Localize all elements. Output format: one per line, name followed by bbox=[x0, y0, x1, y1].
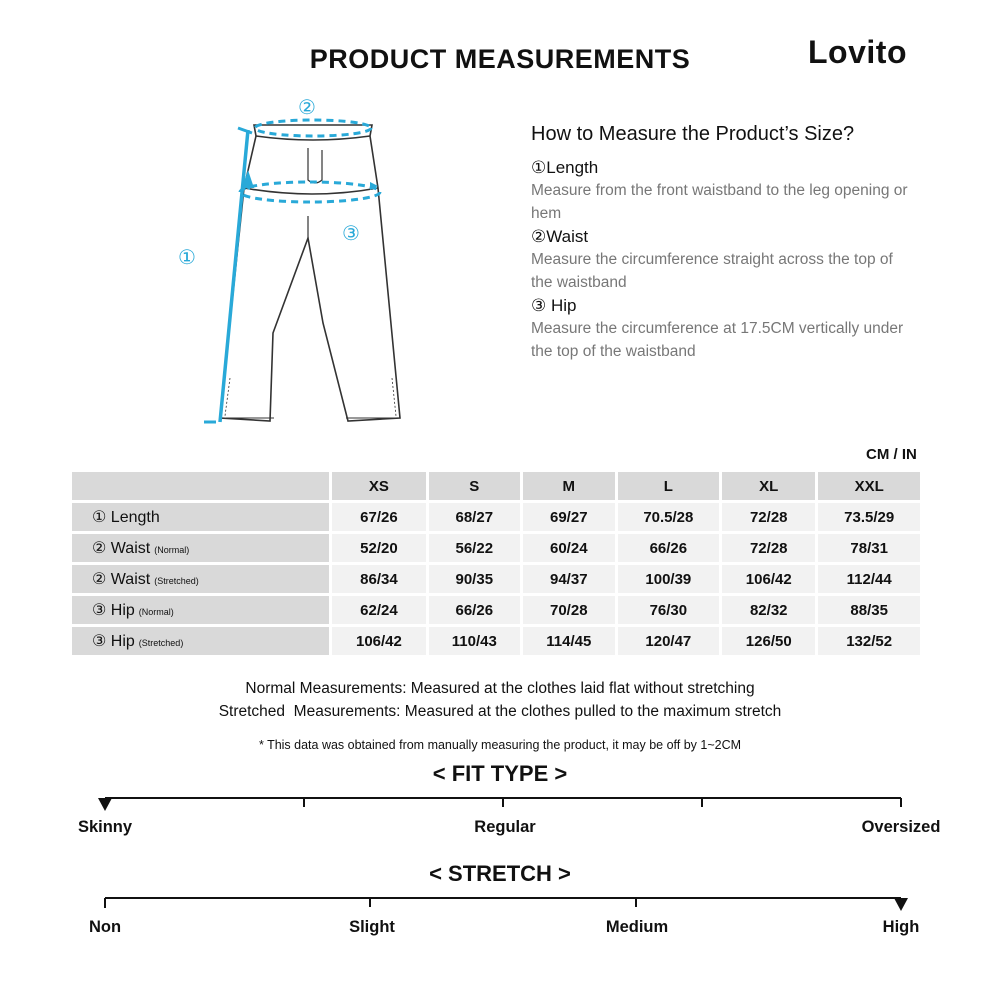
instruction-waist bbox=[531, 225, 911, 294]
stretch-label-non: Non bbox=[88, 918, 122, 936]
table-cell: 56/22 bbox=[429, 534, 521, 562]
instruction-length bbox=[531, 156, 911, 225]
table-cell: 68/27 bbox=[429, 503, 521, 531]
table-cell: 70.5/28 bbox=[618, 503, 720, 531]
table-cell: 62/24 bbox=[332, 596, 425, 624]
table-cell: 88/35 bbox=[818, 596, 920, 624]
fit-label-regular: Regular bbox=[474, 818, 536, 836]
pants-outline bbox=[220, 125, 400, 421]
instructions-title: How to Measure the Product’s Size? bbox=[531, 123, 855, 145]
table-cell: 67/26 bbox=[332, 503, 425, 531]
row-label: ③ Hip (Normal) bbox=[72, 596, 329, 624]
table-cell: 120/47 bbox=[618, 627, 720, 655]
stretch-label-medium: Medium bbox=[605, 918, 669, 936]
table-cell: 66/26 bbox=[618, 534, 720, 562]
size-header: S bbox=[429, 472, 521, 500]
measurement-notes bbox=[0, 677, 1000, 723]
size-header: XS bbox=[332, 472, 425, 500]
stretch-indicator bbox=[894, 898, 908, 911]
table-cell: 76/30 bbox=[618, 596, 720, 624]
instruction-hip bbox=[531, 294, 911, 363]
size-header: XXL bbox=[818, 472, 920, 500]
row-label: ③ Hip (Stretched) bbox=[72, 627, 329, 655]
size-header: XL bbox=[722, 472, 815, 500]
table-cell: 66/26 bbox=[429, 596, 521, 624]
table-cell: 112/44 bbox=[818, 565, 920, 593]
table-cell: 126/50 bbox=[722, 627, 815, 655]
table-cell: 132/52 bbox=[818, 627, 920, 655]
stretch-scale bbox=[0, 888, 1000, 918]
table-cell: 114/45 bbox=[523, 627, 615, 655]
table-header-row bbox=[72, 472, 920, 500]
table-cell: 78/31 bbox=[818, 534, 920, 562]
row-label: ② Waist (Stretched) bbox=[72, 565, 329, 593]
table-cell: 72/28 bbox=[722, 534, 815, 562]
table-cell: 86/34 bbox=[332, 565, 425, 593]
table-cell: 110/43 bbox=[429, 627, 521, 655]
table-row bbox=[72, 627, 920, 655]
instruction-description: Measure the circumference straight across the top of the waistband bbox=[531, 251, 893, 291]
instruction-heading: ③ Hip bbox=[531, 296, 577, 315]
fit-type-indicator bbox=[98, 798, 112, 811]
table-cell: 69/27 bbox=[523, 503, 615, 531]
unit-label: CM / IN bbox=[866, 446, 917, 463]
table-cell: 100/39 bbox=[618, 565, 720, 593]
marker-waist: ② bbox=[298, 95, 316, 119]
note-stretched: Stretched Measurements: Measured at the clothes pulled to the maximum stretch bbox=[218, 703, 782, 720]
instruction-heading: ②Waist bbox=[531, 227, 589, 246]
table-cell: 94/37 bbox=[523, 565, 615, 593]
stretch-title: < STRETCH > bbox=[429, 861, 571, 886]
brand-logo: Lovito bbox=[808, 34, 907, 70]
fit-type-scale bbox=[0, 788, 1000, 818]
marker-hip: ③ bbox=[342, 221, 360, 245]
table-cell: 106/42 bbox=[332, 627, 425, 655]
instruction-description: Measure from the front waistband to the leg opening or hem bbox=[531, 182, 908, 222]
row-label: ① Length bbox=[72, 503, 329, 531]
table-cell: 72/28 bbox=[722, 503, 815, 531]
table-cell: 60/24 bbox=[523, 534, 615, 562]
measure-instructions bbox=[531, 123, 911, 363]
stretch-label-high: High bbox=[882, 918, 920, 936]
table-corner bbox=[72, 472, 329, 500]
table-row bbox=[72, 565, 920, 593]
table-cell: 70/28 bbox=[523, 596, 615, 624]
marker-length: ① bbox=[178, 245, 196, 269]
page-title: PRODUCT MEASUREMENTS bbox=[309, 44, 691, 74]
size-chart-table bbox=[69, 469, 923, 658]
pants-diagram bbox=[160, 88, 430, 438]
size-header: M bbox=[523, 472, 615, 500]
row-label: ② Waist (Normal) bbox=[72, 534, 329, 562]
table-cell: 52/20 bbox=[332, 534, 425, 562]
fit-type-title: < FIT TYPE > bbox=[432, 761, 568, 786]
table-row bbox=[72, 596, 920, 624]
fit-label-oversized: Oversized bbox=[861, 818, 941, 836]
stretch-label-slight: Slight bbox=[349, 918, 395, 936]
table-cell: 82/32 bbox=[722, 596, 815, 624]
table-row bbox=[72, 534, 920, 562]
table-row bbox=[72, 503, 920, 531]
instruction-heading: ①Length bbox=[531, 158, 599, 177]
instruction-description: Measure the circumference at 17.5CM vertically under the top of the waistband bbox=[531, 320, 904, 360]
fit-label-skinny: Skinny bbox=[77, 818, 133, 836]
size-header: L bbox=[618, 472, 720, 500]
footnote: * This data was obtained from manually measuring the product, it may be off by 1~2CM bbox=[258, 738, 742, 752]
table-cell: 73.5/29 bbox=[818, 503, 920, 531]
table-cell: 106/42 bbox=[722, 565, 815, 593]
table-cell: 90/35 bbox=[429, 565, 521, 593]
note-normal: Normal Measurements: Measured at the clothes laid flat without stretching bbox=[245, 680, 755, 697]
